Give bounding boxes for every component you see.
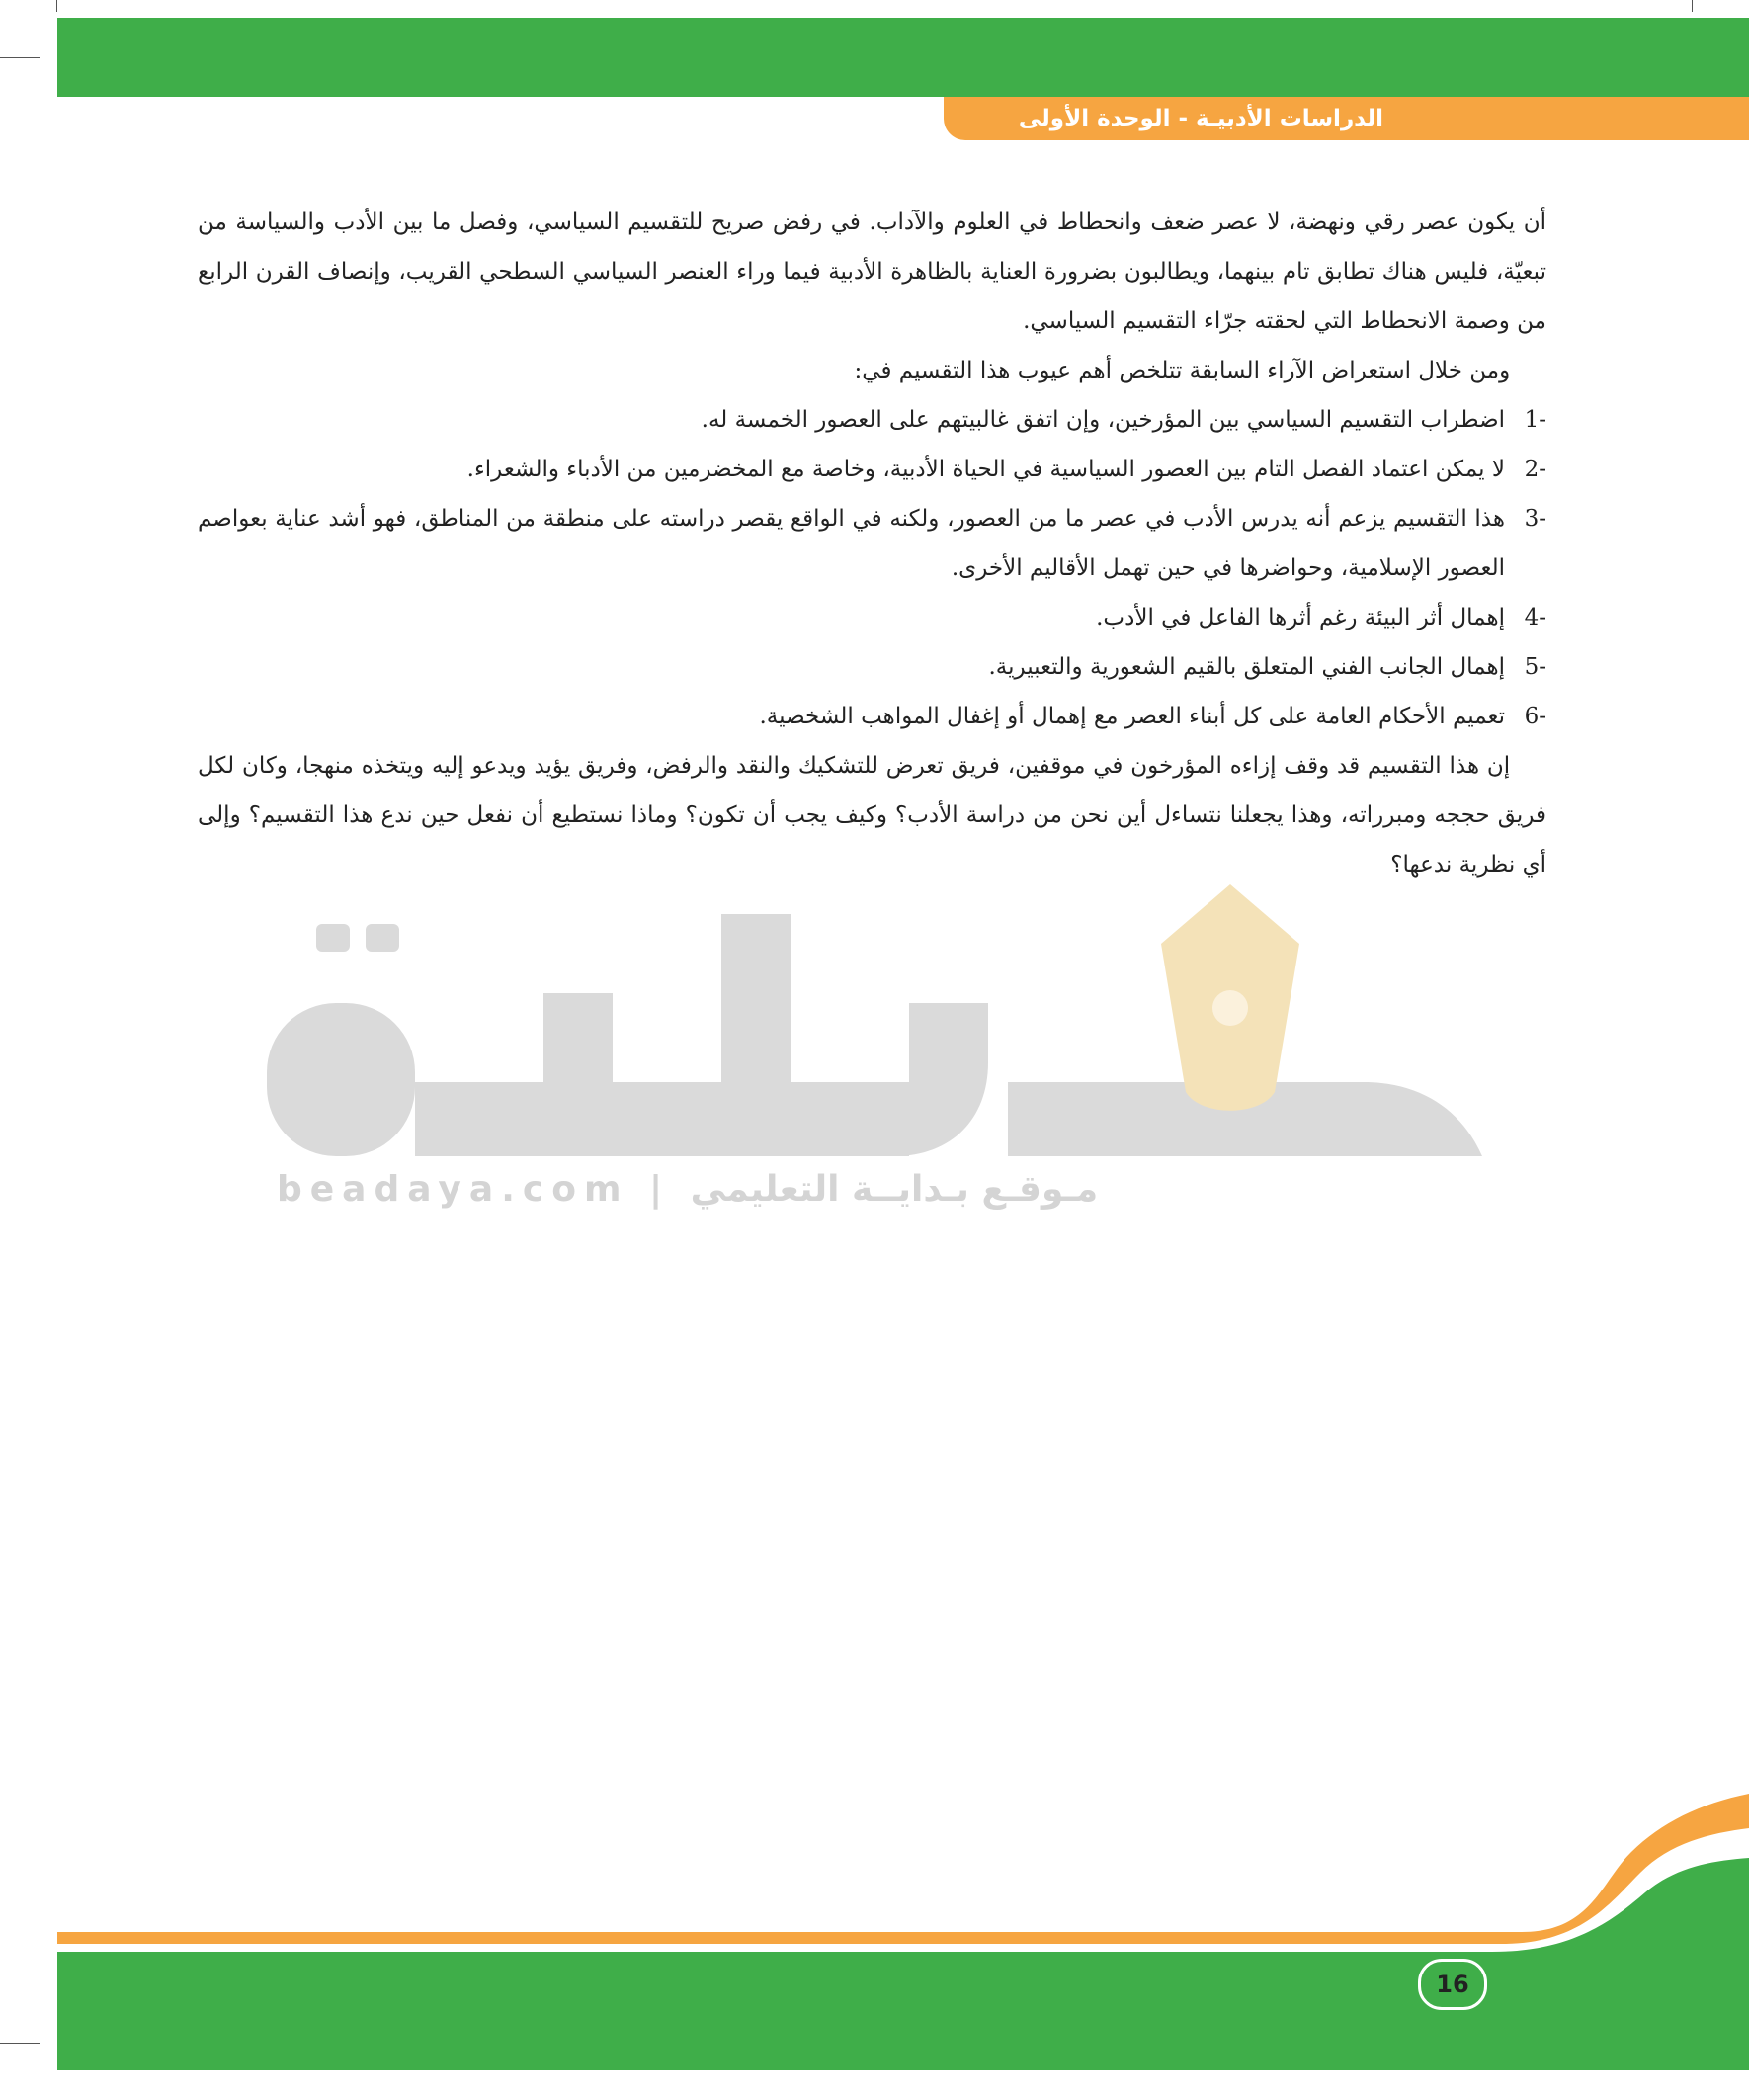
item-number: -6 [1524,704,1546,729]
list-intro: ومن خلال استعراض الآراء السابقة تتلخص أهم عيوب هذا التقسيم في: [854,358,1511,383]
list-item [198,642,1546,692]
crop-mark [1692,0,1693,12]
item-number: -2 [1524,457,1546,482]
paragraph: أن يكون عصر رقي ونهضة، لا عصر ضعف وانحطاط في العلوم والآداب. في رفض صريح للتقسيم السياسي، وفصل ما بين الأدب والسياسة من تبعيّة، فليس هناك تطابق تام بينهما، ويطالبون بضرورة العناية بالظاهرة الأدبية فيما وراء العنصر السياسي السطحي القريب، وإنصاف القرن الرابع من وصمة الانحطاط التي لحقته جرّاء التقسيم السياسي. [198,210,1546,334]
item-text: تعميم الأحكام العامة على كل أبناء العصر مع إهمال أو إغفال المواهب الشخصية. [759,704,1505,729]
item-text: إهمال الجانب الفني المتعلق بالقيم الشعورية والتعبيرية. [988,654,1505,680]
item-number: -4 [1524,605,1546,630]
list-item [198,593,1546,642]
item-text: إهمال أثر البيئة رغم أثرها الفاعل في الأدب. [1096,605,1505,630]
header-band [57,18,1749,97]
watermark-caption: beadaya.com | مـوقـع بـدايــة التعليمي [277,1169,1099,1210]
item-text: اضطراب التقسيم السياسي بين المؤرخين، وإن اتفق غالبيتهم على العصور الخمسة له. [701,407,1505,433]
item-number: -3 [1524,506,1546,532]
page-content [198,198,1546,889]
list-item [198,445,1546,494]
crop-mark [56,0,57,12]
item-number: -1 [1524,407,1546,433]
page-number: 16 [1418,1959,1487,2010]
footer-wave [0,1774,1749,2100]
item-text: هذا التقسيم يزعم أنه يدرس الأدب في عصر ما من العصور، ولكنه في الواقع يقصر دراسته على منطقة من المناطق، فهو أشد عناية بعواصم العصور الإسلامية، وحواضرها في حين تهمل الأقاليم الأخرى. [198,506,1505,581]
item-text: لا يمكن اعتماد الفصل التام بين العصور السياسية في الحياة الأدبية، وخاصة مع المخضرمين من الأدباء والشعراء. [466,457,1505,482]
crop-mark [0,57,40,58]
header-title: الدراسات الأدبيـة - الوحدة الأولى [1018,106,1383,131]
list-item [198,395,1546,445]
paragraph: إن هذا التقسيم قد وقف إزاءه المؤرخون في موقفين، فريق تعرض للتشكيك والنقد والرفض، وفريق يؤيد ويدعو إليه ويتخذه منهجا، وكان لكل فريق حججه ومبرراته، وهذا يجعلنا نتساءل أين نحن من دراسة الأدب؟ وكيف يجب أن تكون؟ وماذا نستطيع أن نفعل حين ندع هذا التقسيم؟ وإلى أي نظرية ندعها؟ [198,753,1546,878]
list-item [198,692,1546,741]
item-number: -5 [1524,654,1546,680]
defects-list [198,395,1546,741]
list-item [198,494,1546,593]
